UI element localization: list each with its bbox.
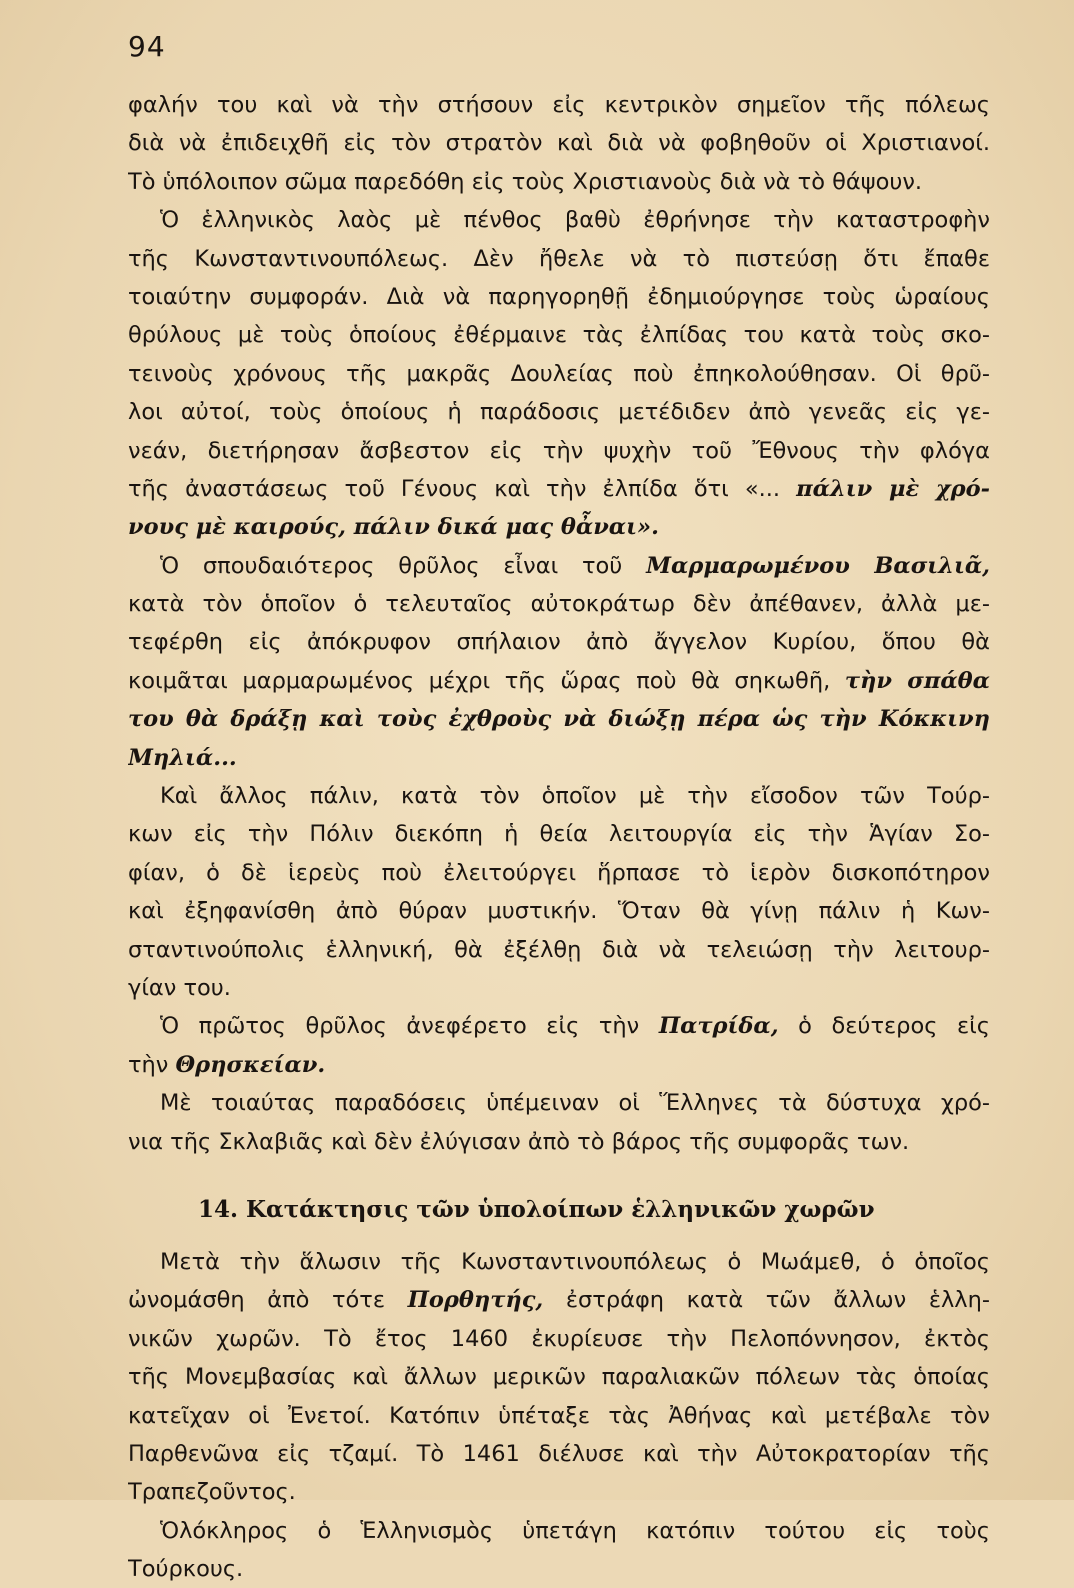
- text-run: κατὰ τὸν ὁποῖον ὁ τελευταῖος αὐτοκράτωρ δὲν ἀπέθανεν, ἀλλὰ με-: [128, 591, 990, 618]
- text-line: [128, 662, 990, 700]
- text-line: [128, 1007, 990, 1045]
- text-line: [128, 124, 990, 162]
- text-run: τῆς Κωνσταντινουπόλεως. Δὲν ἤθελε νὰ τὸ πιστεύσῃ ὅτι ἔπαθε: [128, 245, 990, 272]
- text-line: [128, 1435, 990, 1473]
- text-line: [128, 777, 990, 815]
- text-line: [128, 470, 990, 508]
- text-run: Ὁ ἑλληνικὸς λαὸς μὲ πένθος βαθὺ ἐθρήνησε τὴν καταστροφὴν: [160, 207, 990, 234]
- text-line: [128, 623, 990, 661]
- paragraph: [128, 1243, 990, 1512]
- emphasized-text: του θὰ δράξῃ καὶ τοὺς ἐχθροὺς νὰ διώξῃ πέρα ὡς τὴν Κόκκινη: [128, 706, 990, 733]
- text-run: τεφέρθη εἰς ἀπόκρυφον σπήλαιον ἀπὸ ἄγγελον Κυρίου, ὅπου θὰ: [128, 629, 990, 656]
- page-number: 94: [128, 30, 166, 63]
- paragraph: [128, 201, 990, 547]
- text-run: διὰ νὰ ἐπιδειχθῆ εἰς τὸν στρατὸν καὶ διὰ νὰ φοβηθοῦν οἱ Χριστιανοί.: [128, 130, 990, 157]
- emphasized-text: πάλιν μὲ χρό-: [796, 475, 990, 502]
- text-line: [128, 1281, 990, 1319]
- text-line: [128, 854, 990, 892]
- text-line: [128, 931, 990, 969]
- text-line: [128, 1397, 990, 1435]
- text-line: [128, 432, 990, 470]
- text-line: [128, 1320, 990, 1358]
- text-line: [128, 739, 990, 777]
- text-line: [128, 508, 990, 546]
- text-line: [128, 278, 990, 316]
- text-run: γίαν του.: [128, 974, 231, 1001]
- text-run: νια τῆς Σκλαβιᾶς καὶ δὲν ἐλύγισαν ἀπὸ τὸ βάρος τῆς συμφορᾶς των.: [128, 1128, 910, 1155]
- text-line: [128, 1512, 990, 1550]
- text-run: λοι αὐτοί, τοὺς ὁποίους ἡ παράδοσις μετέδιδεν ἀπὸ γενεᾶς εἰς γε-: [128, 399, 990, 426]
- text-run: ὠνομάσθη ἀπὸ τότε: [128, 1287, 408, 1314]
- text-run: νεάν, διετήρησαν ἄσβεστον εἰς τὴν ψυχὴν τοῦ Ἔθνους τὴν φλόγα: [128, 437, 990, 464]
- emphasized-text: νους μὲ καιρούς, πάλιν δικά μας θἆναι».: [128, 514, 659, 541]
- text-line: [128, 969, 990, 1007]
- text-run: τοιαύτην συμφοράν. Διὰ νὰ παρηγορηθῇ ἐδημιούργησε τοὺς ὡραίους: [128, 283, 990, 310]
- text-line: [128, 1473, 990, 1511]
- text-run: ἐστράφη κατὰ τῶν ἄλλων ἑλλη-: [543, 1287, 990, 1314]
- section-heading: 14. Κατάκτησις τῶν ὑπολοίπων ἑλληνικῶν χωρῶν: [198, 1195, 875, 1223]
- paragraph: [128, 547, 990, 777]
- text-line: [128, 585, 990, 623]
- text-line: [128, 86, 990, 124]
- text-run: Τὸ ὑπόλοιπον σῶμα παρεδόθη εἰς τοὺς Χριστιανοὺς διὰ νὰ τὸ θάψουν.: [128, 168, 923, 195]
- text-run: σταντινούπολις ἑλληνική, θὰ ἐξέλθῃ διὰ νὰ τελειώσῃ τὴν λειτουρ-: [128, 936, 990, 963]
- text-run: φίαν, ὁ δὲ ἱερεὺς ποὺ ἐλειτούργει ἥρπασε τὸ ἱερὸν δισκοπότηρον: [128, 859, 990, 886]
- text-run: καὶ ἐξηφανίσθη ἀπὸ θύραν μυστικήν. Ὅταν θὰ γίνῃ πάλιν ἡ Κων-: [128, 898, 990, 925]
- text-line: [128, 201, 990, 239]
- text-line: [128, 1550, 990, 1588]
- text-run: κων εἰς τὴν Πόλιν διεκόπη ἡ θεία λειτουργία εἰς τὴν Ἁγίαν Σο-: [128, 821, 990, 848]
- body-text: [128, 86, 990, 1588]
- text-run: Τούρκους.: [128, 1556, 244, 1583]
- text-line: [128, 163, 990, 201]
- text-line: [128, 892, 990, 930]
- emphasized-text: Πορθητής,: [407, 1287, 544, 1314]
- text-run: φαλήν του καὶ νὰ τὴν στήσουν εἰς κεντρικὸν σημεῖον τῆς πόλεως: [128, 92, 990, 118]
- text-run: Ὁ πρῶτος θρῦλος ἀνεφέρετο εἰς τὴν: [160, 1013, 659, 1040]
- text-line: [128, 316, 990, 354]
- text-run: Μὲ τοιαύτας παραδόσεις ὑπέμειναν οἱ Ἕλληνες τὰ δύστυχα χρό-: [160, 1090, 990, 1117]
- text-run: τῆς ἀναστάσεως τοῦ Γένους καὶ τὴν ἐλπίδα ὅτι «...: [128, 475, 797, 502]
- paragraph: [128, 1084, 990, 1161]
- text-line: [128, 700, 990, 738]
- text-line: [128, 1123, 990, 1161]
- text-line: [128, 1046, 990, 1084]
- text-run: τεινοὺς χρόνους τῆς μακρᾶς Δουλείας ποὺ ἐπηκολούθησαν. Οἱ θρῦ-: [128, 360, 990, 387]
- text-line: [128, 1084, 990, 1122]
- emphasized-text: Θρησκείαν.: [175, 1051, 326, 1078]
- text-run: Παρθενῶνα εἰς τζαμί. Τὸ 1461 διέλυσε καὶ τὴν Αὐτοκρατορίαν τῆς: [128, 1440, 990, 1467]
- text-run: νικῶν χωρῶν. Τὸ ἔτος 1460 ἐκυρίευσε τὴν Πελοπόννησον, ἐκτὸς: [128, 1325, 990, 1352]
- emphasized-text: Πατρίδα,: [658, 1013, 779, 1040]
- text-run: Ὁλόκληρος ὁ Ἑλληνισμὸς ὑπετάγη κατόπιν τούτου εἰς τοὺς: [160, 1517, 990, 1544]
- paragraph: [128, 1007, 990, 1084]
- text-run: τῆς Μονεμβασίας καὶ ἄλλων μερικῶν παραλιακῶν πόλεων τὰς ὁποίας: [128, 1364, 990, 1391]
- text-run: Μετὰ τὴν ἅλωσιν τῆς Κωνσταντινουπόλεως ὁ Μωάμεθ, ὁ ὁποῖος: [160, 1248, 990, 1275]
- emphasized-text: τὴν σπάθα: [844, 667, 990, 694]
- text-run: Καὶ ἄλλος πάλιν, κατὰ τὸν ὁποῖον μὲ τὴν εἴσοδον τῶν Τούρ-: [160, 783, 990, 810]
- emphasized-text: Μαρμαρωμένου Βασιλιᾶ,: [646, 552, 990, 579]
- emphasized-text: Μηλιά...: [128, 744, 237, 771]
- text-line: [128, 815, 990, 853]
- paragraph: [128, 1512, 990, 1588]
- paragraph: [128, 86, 990, 201]
- text-run: Τραπεζοῦντος.: [128, 1479, 296, 1506]
- text-run: κοιμᾶται μαρμαρωμένος μέχρι τῆς ὥρας ποὺ θὰ σηκωθῆ,: [128, 667, 845, 694]
- text-run: κατεῖχαν οἱ Ἐνετοί. Κατόπιν ὑπέταξε τὰς Ἀθήνας καὶ μετέβαλε τὸν: [128, 1402, 990, 1429]
- text-run: Ὁ σπουδαιότερος θρῦλος εἶναι τοῦ: [160, 552, 647, 579]
- text-run: ὁ δεύτερος εἰς: [778, 1013, 990, 1040]
- text-line: [128, 1243, 990, 1281]
- text-run: θρύλους μὲ τοὺς ὁποίους ἐθέρμαινε τὰς ἐλπίδας του κατὰ τοὺς σκο-: [128, 322, 990, 349]
- text-line: [128, 355, 990, 393]
- text-run: τὴν: [128, 1051, 176, 1078]
- paragraph: [128, 777, 990, 1007]
- text-line: [128, 393, 990, 431]
- text-line: [128, 547, 990, 585]
- text-line: [128, 1358, 990, 1396]
- text-line: [128, 240, 990, 278]
